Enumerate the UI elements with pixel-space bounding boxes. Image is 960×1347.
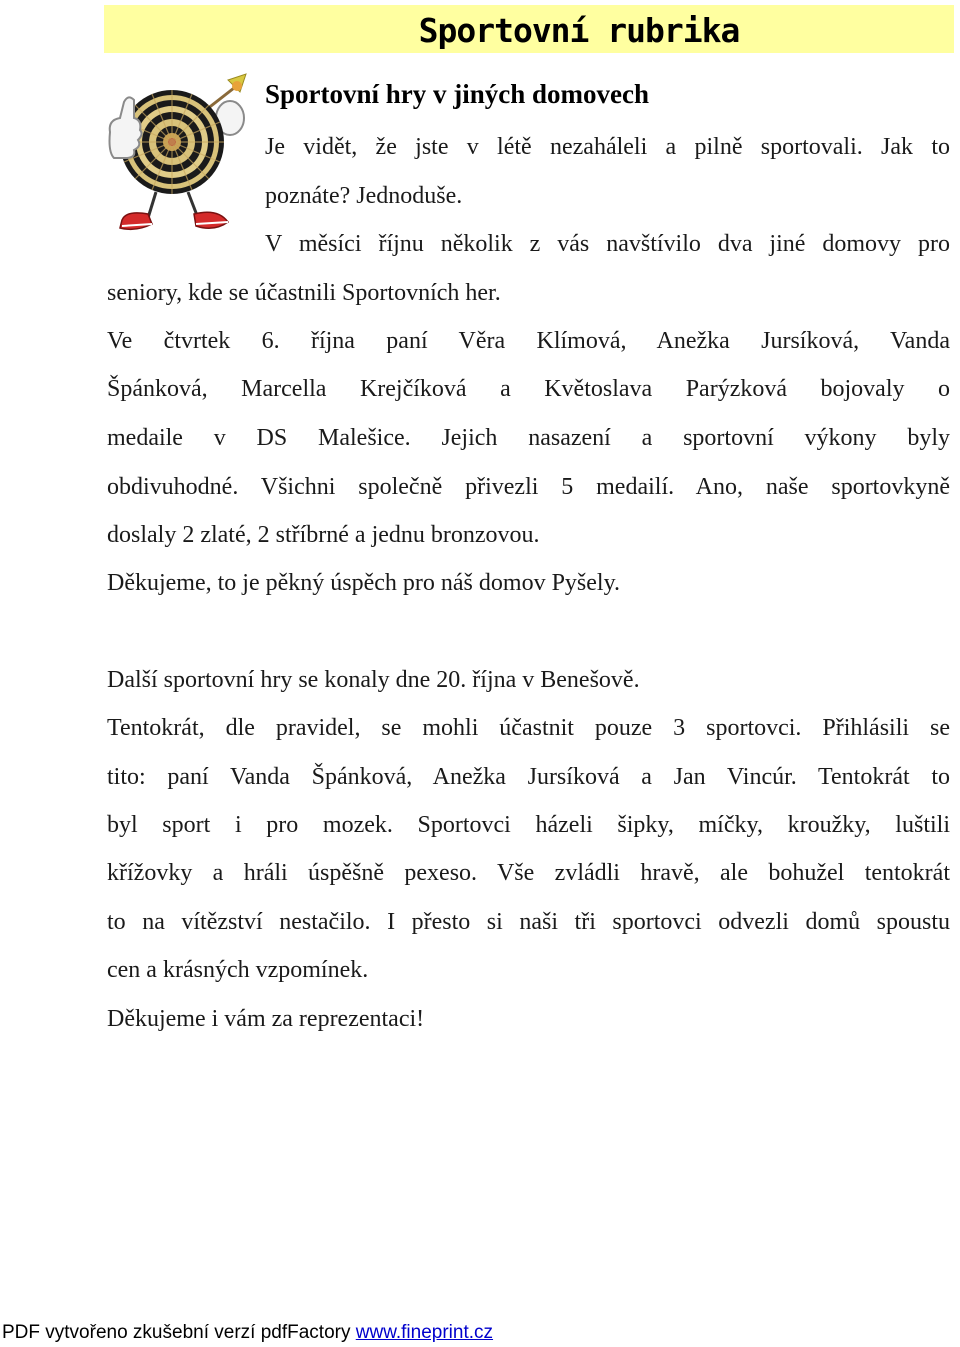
article-line-1: Je vidět, že jste v létě nezaháleli a pilně sportovali. Jak to bbox=[265, 134, 950, 160]
pdf-footer bbox=[2, 1322, 493, 1344]
article-line-10: Děkujeme, to je pěkný úspěch pro náš domov Pyšely. bbox=[107, 570, 621, 596]
dartboard-thumbs-up-icon bbox=[106, 72, 250, 238]
article-line-16: to na vítězství nestačilo. I přesto si naši tři sportovci odvezli domů spoustu bbox=[107, 909, 950, 935]
section-header-band bbox=[104, 5, 954, 53]
footer-link[interactable]: www.fineprint.cz bbox=[355, 1322, 494, 1343]
article-line-6: Špánková, Marcella Krejčíková a Květoslava Parýzková bojovaly o bbox=[107, 376, 950, 402]
article-line-17: cen a krásných vzpomínek. bbox=[107, 957, 369, 983]
article-line-11: Další sportovní hry se konaly dne 20. října v Benešově. bbox=[107, 667, 640, 693]
article-line-3: V měsíci říjnu několik z vás navštívilo dva jiné domovy pro bbox=[265, 231, 950, 257]
article-line-18: Děkujeme i vám za reprezentaci! bbox=[107, 1006, 425, 1032]
article-line-9: doslaly 2 zlaté, 2 stříbrné a jednu bronzovou. bbox=[107, 522, 540, 548]
article-line-2: poznáte? Jednoduše. bbox=[265, 183, 463, 209]
article-line-5: Ve čtvrtek 6. října paní Věra Klímová, Anežka Jursíková, Vanda bbox=[107, 328, 950, 354]
article-line-12: Tentokrát, dle pravidel, se mohli účastnit pouze 3 sportovci. Přihlásili se bbox=[107, 715, 950, 741]
article-line-15: křížovky a hráli úspěšně pexeso. Vše zvládli hravě, ale bohužel tentokrát bbox=[107, 860, 950, 886]
article-heading: Sportovní hry v jiných domovech bbox=[265, 79, 650, 109]
article-line-4: seniory, kde se účastnili Sportovních her. bbox=[107, 280, 501, 306]
article-line-7: medaile v DS Malešice. Jejich nasazení a sportovní výkony byly bbox=[107, 425, 950, 451]
footer-text: PDF vytvořeno zkušební verzí pdfFactory bbox=[2, 1322, 356, 1343]
section-title: Sportovní rubrika bbox=[418, 11, 740, 50]
article-line-13: tito: paní Vanda Špánková, Anežka Jursíková a Jan Vincúr. Tentokrát to bbox=[107, 764, 950, 790]
article-line-8: obdivuhodné. Všichni společně přivezli 5 medailí. Ano, naše sportovkyně bbox=[107, 474, 950, 500]
article-line-14: byl sport i pro mozek. Sportovci házeli šipky, míčky, kroužky, luštili bbox=[107, 812, 950, 838]
